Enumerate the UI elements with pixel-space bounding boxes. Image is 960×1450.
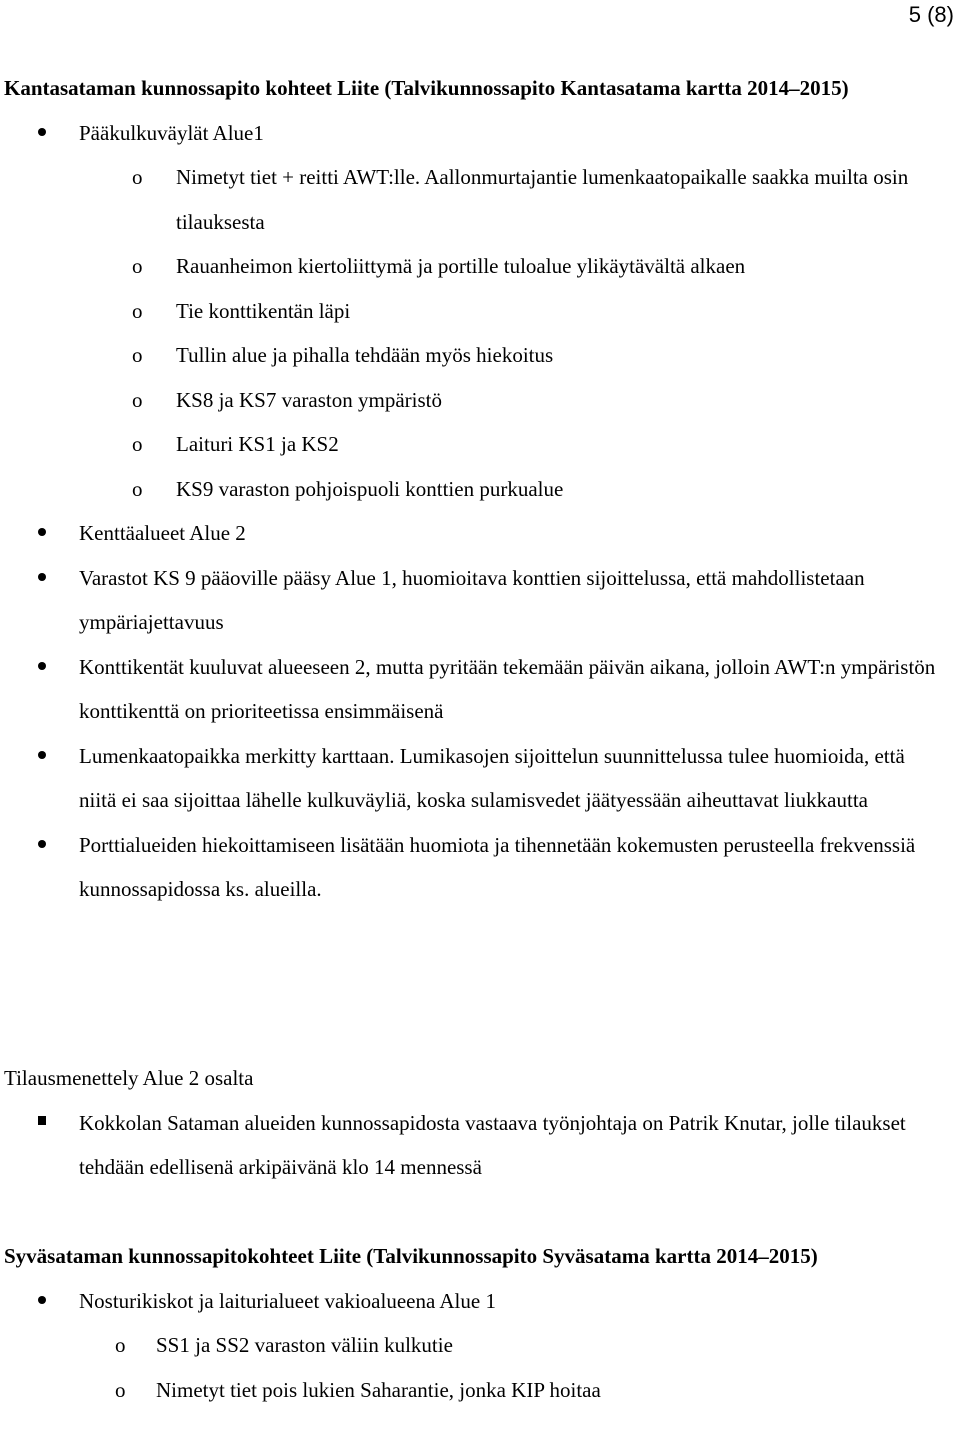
square-bullet-icon — [38, 1116, 46, 1125]
sub-list-item — [0, 333, 960, 378]
bullet-icon — [38, 573, 46, 581]
sub-list-item-text: Nimetyt tiet pois lukien Saharantie, jonka KIP hoitaa — [156, 1377, 601, 1402]
sub-list-item — [0, 1323, 960, 1368]
bullet-icon — [38, 1296, 46, 1304]
sub-list-item-text: Rauanheimon kiertoliittymä ja portille tuloalue ylikäytävältä alkaen — [176, 254, 746, 278]
list-item — [0, 511, 960, 556]
list-item-text: Lumenkaatopaikka merkitty karttaan. Lumikasojen sijoittelun suunnittelussa tulee huomioida, että niitä ei saa sijoittaa lähelle kulkuväyliä, koska sulamisvedet jäätyessään aiheuttavat liukkautta — [79, 743, 905, 812]
sub-bullet-marker: o — [115, 1377, 126, 1402]
sub-list-item-text: KS8 ja KS7 varaston ympäristö — [176, 387, 442, 412]
page-number: 5 (8) — [908, 2, 954, 27]
sub-bullet-marker: o — [132, 387, 143, 412]
list-item — [0, 1279, 960, 1324]
sub-bullet-marker: o — [132, 254, 143, 278]
sub-bullet-marker: o — [132, 165, 143, 189]
sub-bullet-marker: o — [132, 432, 143, 456]
list-item — [0, 645, 960, 734]
section-heading-kantasatama: Kantasataman kunnossapito kohteet Liite (Talvikunnossapito Kantasatama kartta 2014–2015) — [4, 76, 849, 100]
bullet-icon — [38, 751, 46, 759]
sub-list-item-text: Tie konttikentän läpi — [176, 298, 351, 323]
list-item-text: Kenttäalueet Alue 2 — [79, 521, 246, 545]
section-kantasatama — [0, 66, 960, 912]
sub-list-item-text: Laituri KS1 ja KS2 — [176, 432, 339, 456]
bullet-icon — [38, 128, 46, 136]
sub-bullet-marker: o — [132, 298, 143, 323]
sub-list-item-text: Tullin alue ja pihalla tehdään myös hiekoitus — [176, 343, 554, 367]
bullet-icon — [38, 528, 46, 536]
list-item-text: Varastot KS 9 pääoville pääsy Alue 1, huomioitava konttien sijoittelussa, että mahdollistetaan ympäriajettavuus — [79, 565, 865, 634]
bullet-icon — [38, 662, 46, 670]
section-heading-syvasatama: Syväsataman kunnossapitokohteet Liite (Talvikunnossapito Syväsatama kartta 2014–2015) — [4, 1244, 818, 1268]
list-item-text: Konttikentät kuuluvat alueeseen 2, mutta pyritään tekemään päivän aikana, jolloin AWT:n ympäristön konttikenttä on prioriteetissa ensimmäisenä — [79, 654, 936, 723]
sub-list-item-text: SS1 ja SS2 varaston väliin kulkutie — [156, 1333, 453, 1357]
list-item — [0, 111, 960, 156]
bullet-icon — [38, 840, 46, 848]
sub-list-item — [0, 244, 960, 289]
sub-list-item — [0, 155, 960, 244]
list-item-text: Kokkolan Sataman alueiden kunnossapidosta vastaava työnjohtaja on Patrik Knutar, jolle tilaukset tehdään edellisenä arkipäivänä klo 14 mennessä — [79, 1110, 906, 1179]
sub-list-item — [0, 289, 960, 334]
sub-list-item-text: Nimetyt tiet + reitti AWT:lle. Aallonmurtajantie lumenkaatopaikalle saakka muilta osin tilauksesta — [176, 165, 909, 234]
sub-list-item-text: KS9 varaston pohjoispuoli konttien purkualue — [176, 476, 564, 501]
sub-list-item — [0, 378, 960, 423]
list-item-text: Nosturikiskot ja laiturialueet vakioalueena Alue 1 — [79, 1288, 496, 1313]
list-item — [0, 556, 960, 645]
list-item-text: Porttialueiden hiekoittamiseen lisätään huomiota ja tihennetään kokemusten perusteella frekvenssiä kunnossapidossa ks. alueilla. — [79, 832, 916, 901]
list-item — [0, 734, 960, 823]
sub-bullet-marker: o — [132, 476, 143, 501]
section-heading-tilausmenettely: Tilausmenettely Alue 2 osalta — [4, 1066, 254, 1090]
section-syvasatama — [0, 1234, 960, 1412]
sub-list-item — [0, 422, 960, 467]
sub-bullet-marker: o — [115, 1333, 126, 1357]
list-item — [0, 823, 960, 912]
sub-bullet-marker: o — [132, 343, 143, 367]
sub-list-item — [0, 467, 960, 512]
section-tilausmenettely — [0, 1056, 960, 1190]
list-item — [0, 1101, 960, 1190]
list-item-text: Pääkulkuväylät Alue1 — [79, 120, 264, 145]
sub-list-item — [0, 1368, 960, 1413]
